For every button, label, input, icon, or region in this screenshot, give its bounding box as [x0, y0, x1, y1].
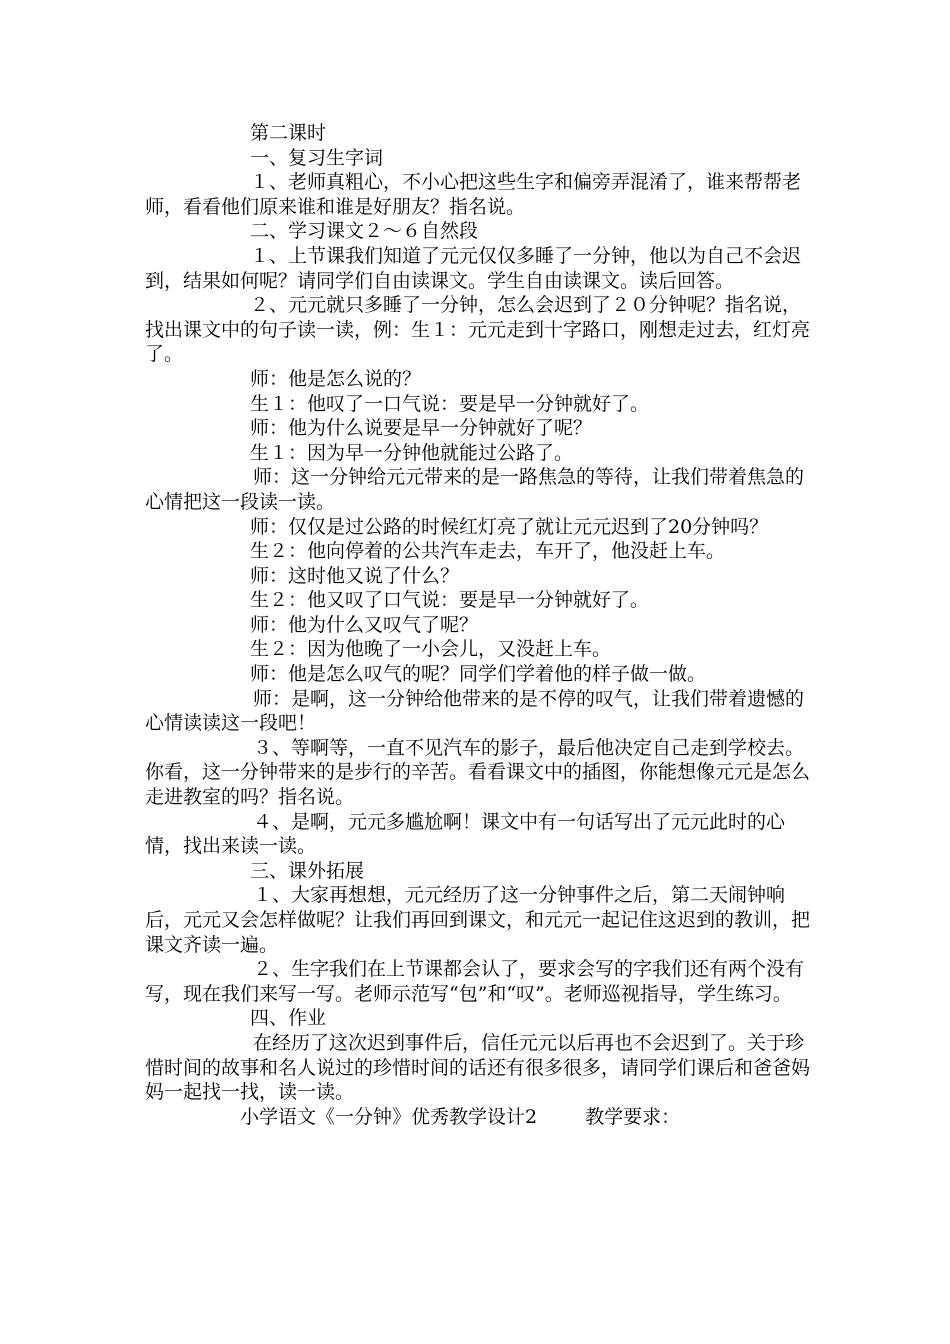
- section-line: 第二课时: [250, 122, 327, 144]
- paragraph: 师：仅仅是过公路的时候红灯亮了就让元元迟到了20分钟吗？: [250, 515, 769, 538]
- section-line: 四、作业: [250, 1007, 327, 1030]
- section-line: 三、课外拓展: [250, 859, 365, 882]
- paragraph: １、大家再想想，元元经历了这一分钟事件之后，第二天闹钟响后，元元又会怎样做呢？让我们再回到课文，和元元一起记住这迟到的教训，把课文齐读一遍。: [145, 884, 811, 956]
- document-body: [145, 121, 810, 1129]
- paragraph: ２、生字我们在上节课都会认了，要求会写的字我们还有两个没有写，现在我们来写一写。老师示范写“包”和“叹”。老师巡视指导，学生练习。: [145, 958, 805, 1005]
- paragraph: １、上节课我们知道了元元仅仅多睡了一分钟，他以为自己不会迟到，结果如何呢？请同学们自由读课文。学生自由读课文。读后回答。: [145, 244, 802, 292]
- section-line: 生２：他又叹了口气说：要是早一分钟就好了。: [250, 589, 650, 612]
- section-line: 师：他是怎么说的？: [250, 367, 422, 390]
- section-line: 生１：因为早一分钟他就能过公路了。: [250, 441, 574, 464]
- section-line: 师：他为什么说要是早一分钟就好了呢？: [250, 417, 593, 440]
- paragraph: ２、元元就只多睡了一分钟，怎么会迟到了２０分钟呢？指名说，找出课文中的句子读一读，例：生１：元元走到十字路口，刚想走过去，红灯亮了。: [145, 294, 811, 366]
- footer-line: [145, 1105, 810, 1130]
- paragraph: ３、等啊等，一直不见汽车的影子，最后他决定自己走到学校去。你看，这一分钟带来的是步行的辛苦。看看课文中的插图，你能想像元元是怎么走进教室的吗？指名说。: [145, 736, 811, 809]
- section-line: 二、学习课文２～６自然段: [250, 220, 479, 243]
- document-title: 小学语文《一分钟》优秀教学设计2: [240, 1105, 538, 1128]
- paragraph: 在经历了这次迟到事件后，信任元元以后再也不会迟到了。关于珍惜时间的故事和名人说过的珍惜时间的话还有很多很多，请同学们课后和爸爸妈妈一起找一找，读一读。: [145, 1031, 811, 1104]
- section-line: 生２：因为他晚了一小会儿，又没赶上车。: [250, 638, 612, 661]
- paragraph: １、老师真粗心，不小心把这些生字和偏旁弄混淆了，谁来帮帮老师，看看他们原来谁和谁是好朋友？指名说。: [145, 171, 802, 218]
- section-line: 生２：他向停着的公共汽车走去，车开了，他没赶上车。: [250, 540, 726, 563]
- section-line: 师：他为什么又叹气了呢？: [250, 613, 479, 636]
- paragraph: ４、是啊，元元多尴尬啊！课文中有一句话写出了元元此时的心情，找出来读一读。: [145, 810, 786, 858]
- section-line: 师：他是怎么叹气的呢？同学们学着他的样子做一做。: [250, 663, 707, 686]
- section-line: 师：这时他又说了什么？: [250, 564, 460, 587]
- teaching-requirements-label: 教学要求：: [585, 1105, 681, 1128]
- lesson-plan-text: [145, 121, 810, 1105]
- section-line: 生１：他叹了一口气说：要是早一分钟就好了。: [250, 392, 650, 415]
- section-line: 一、复习生字词: [250, 146, 384, 169]
- paragraph: 师：是啊，这一分钟给他带来的是不停的叹气，让我们带着遗憾的心情读读这一段吧！: [145, 687, 805, 735]
- paragraph: 师：这一分钟给元元带来的是一路焦急的等待，让我们带着焦急的心情把这一段读一读。: [145, 466, 805, 513]
